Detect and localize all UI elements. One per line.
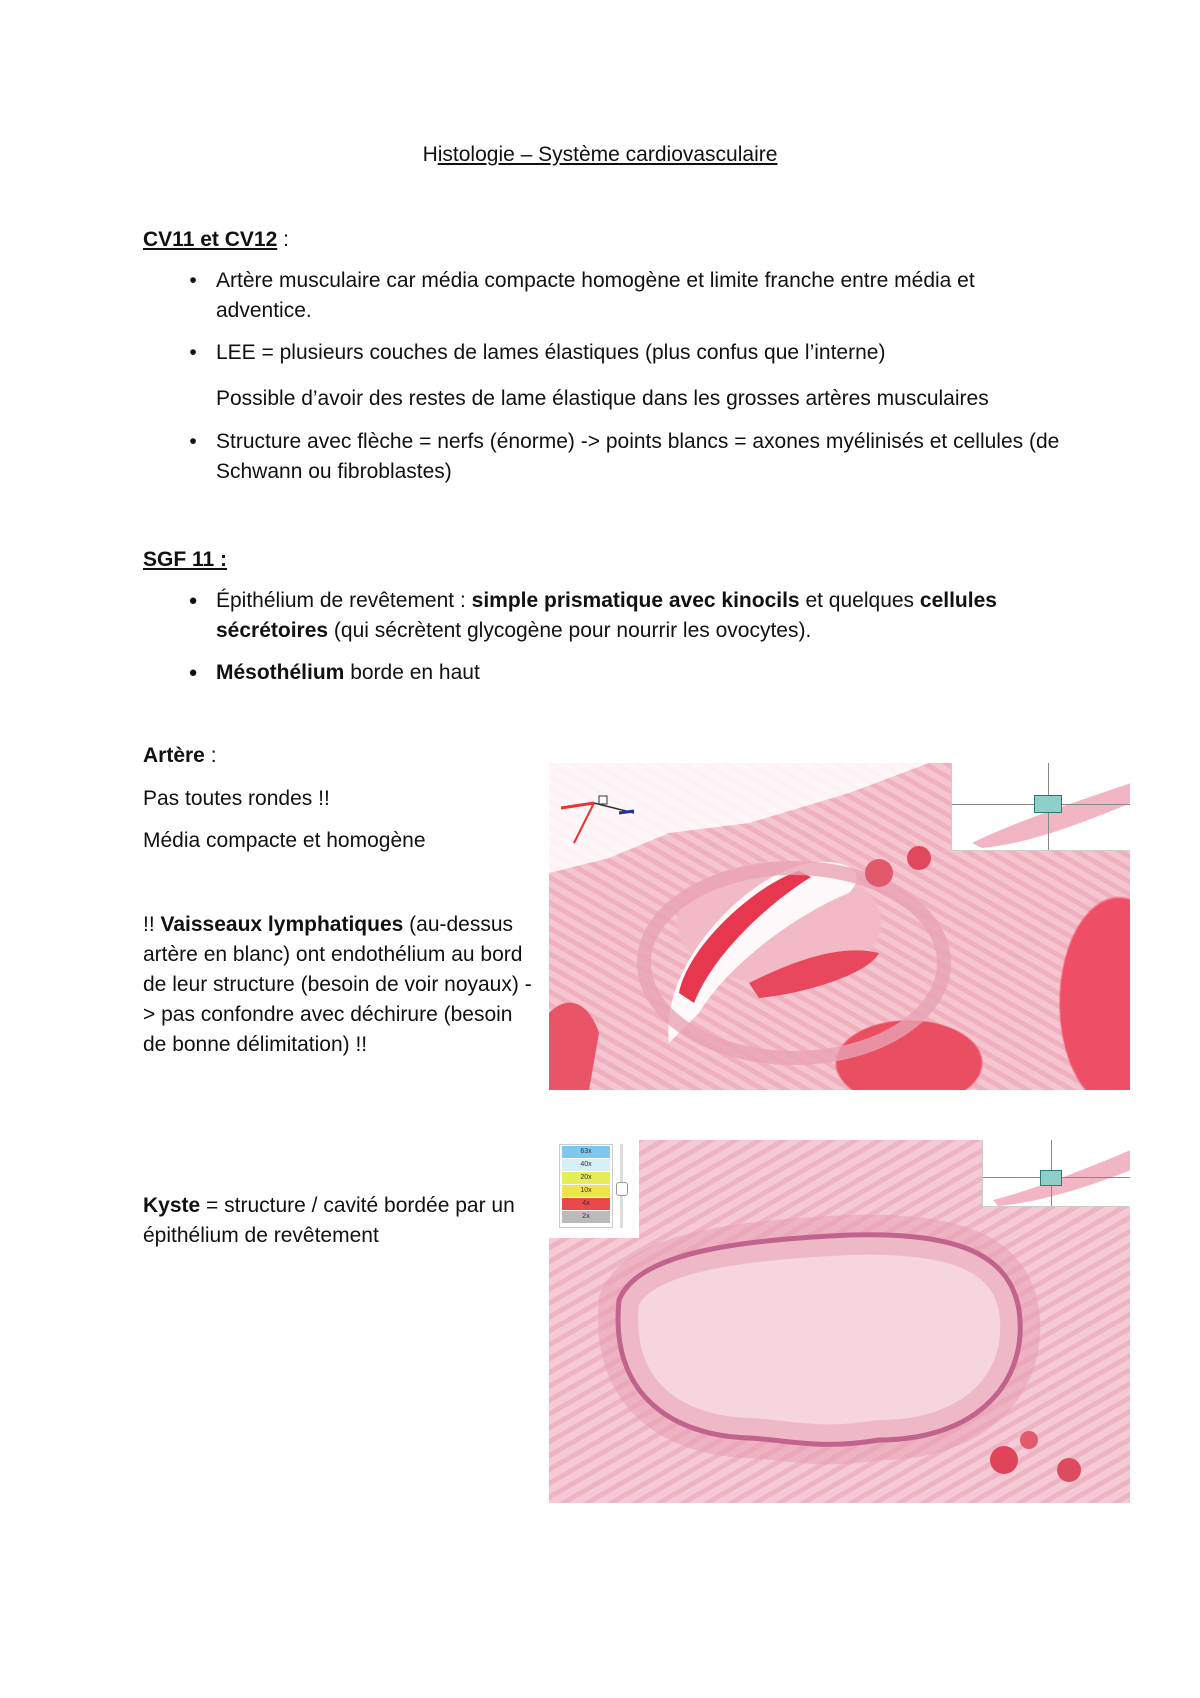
list-item <box>143 338 1073 368</box>
lumen-white-area <box>549 763 929 873</box>
cv-note: Possible d’avoir des restes de lame élastique dans les grosses artères musculaires <box>216 387 989 410</box>
artere-text <box>143 784 538 868</box>
sgf-bullet-2a: Mésothélium <box>216 661 345 684</box>
title-underlined: istologie – Système cardiovasculaire <box>437 143 778 166</box>
zoom-20x[interactable]: 20x <box>562 1172 610 1184</box>
artere-heading-text: Artère <box>143 744 205 767</box>
warn-term: Vaisseaux lymphatiques <box>160 913 404 936</box>
cv-heading-suffix: : <box>277 228 289 251</box>
artery-micrograph <box>549 763 1130 1090</box>
sgf-bullet-1a: Épithélium de revêtement : <box>216 589 472 612</box>
zoom-10x[interactable]: 10x <box>562 1185 610 1197</box>
sgf-bullet-1b: simple prismatique avec kinocils <box>471 589 800 612</box>
cv-bullet-list <box>143 266 1073 380</box>
sgf-heading <box>143 545 227 575</box>
cv-bullet-list-2 <box>143 427 1073 499</box>
kyste-term: Kyste <box>143 1194 201 1217</box>
sgf-bullet-1c: et quelques <box>799 589 920 612</box>
zoom-4x[interactable]: 4x <box>562 1198 610 1210</box>
page-title <box>0 140 1200 170</box>
region-of-interest-box <box>1040 1170 1062 1186</box>
artere-heading <box>143 741 217 771</box>
artere-heading-suffix: : <box>204 744 217 767</box>
small-vessel <box>907 846 931 870</box>
lymph-warning <box>143 910 538 1072</box>
artere-line-1: Pas toutes rondes !! <box>143 787 330 810</box>
warn-prefix: !! <box>143 913 161 936</box>
region-of-interest-box <box>1034 795 1062 813</box>
sgf-bullet-list <box>143 586 1073 700</box>
blood-vessel <box>1057 1458 1081 1482</box>
zoom-2x[interactable]: 2x <box>562 1211 610 1223</box>
zoom-level-panel[interactable] <box>559 1144 613 1228</box>
bullet-dot: ● <box>188 592 198 609</box>
list-item <box>143 586 1073 646</box>
zoom-40x[interactable]: 40x <box>562 1159 610 1171</box>
artere-line-2: Média compacte et homogène <box>143 829 426 852</box>
list-item <box>143 427 1073 487</box>
sgf-bullet-2b: borde en haut <box>344 661 480 684</box>
blood-vessel <box>990 1446 1018 1474</box>
inner-blood-streak <box>749 950 879 998</box>
cv-bullet-1: Artère musculaire car média compacte homogène et limite franche entre média et adventice. <box>216 269 975 322</box>
list-item <box>143 658 1073 688</box>
warn-text: (au-dessus artère en blanc) ont endothélium au bord de leur structure (besoin de voir noyaux) -> pas confondre avec déchirure (besoin de bonne délimitation) !! <box>143 913 532 1056</box>
list-item <box>143 266 1073 326</box>
cv-bullet-2: LEE = plusieurs couches de lames élastiques (plus confus que l’interne) <box>216 341 886 364</box>
cv-bullet-3: Structure avec flèche = nerfs (énorme) -> points blancs = axones myélinisés et cellules (de Schwann ou fibroblastes) <box>216 430 1060 483</box>
overview-inset <box>951 763 1130 851</box>
cyst-micrograph <box>549 1140 1130 1503</box>
small-vessel <box>865 859 893 887</box>
zoom-slider-handle[interactable] <box>616 1182 628 1196</box>
sgf-heading-text: SGF 11 : <box>143 548 228 571</box>
sgf-bullet-1d: cellules sécrétoires <box>216 589 997 642</box>
zoom-63x[interactable]: 63x <box>562 1146 610 1158</box>
blood-vessel <box>1020 1431 1038 1449</box>
bullet-dot: • <box>189 269 197 292</box>
kyste-text <box>143 1191 538 1263</box>
cv-heading <box>143 225 289 255</box>
left-blood-area <box>549 1003 599 1090</box>
title-prefix: H <box>422 143 438 166</box>
bullet-dot: • <box>189 430 197 453</box>
bullet-dot: ● <box>188 664 198 681</box>
bullet-dot: • <box>189 341 197 364</box>
overview-inset <box>982 1140 1130 1207</box>
cv-heading-text: CV11 et CV12 <box>143 228 278 251</box>
sgf-bullet-1e: (qui sécrètent glycogène pour nourrir les ovocytes). <box>328 619 812 642</box>
kyste-definition: = structure / cavité bordée par un épithélium de revêtement <box>143 1194 515 1247</box>
